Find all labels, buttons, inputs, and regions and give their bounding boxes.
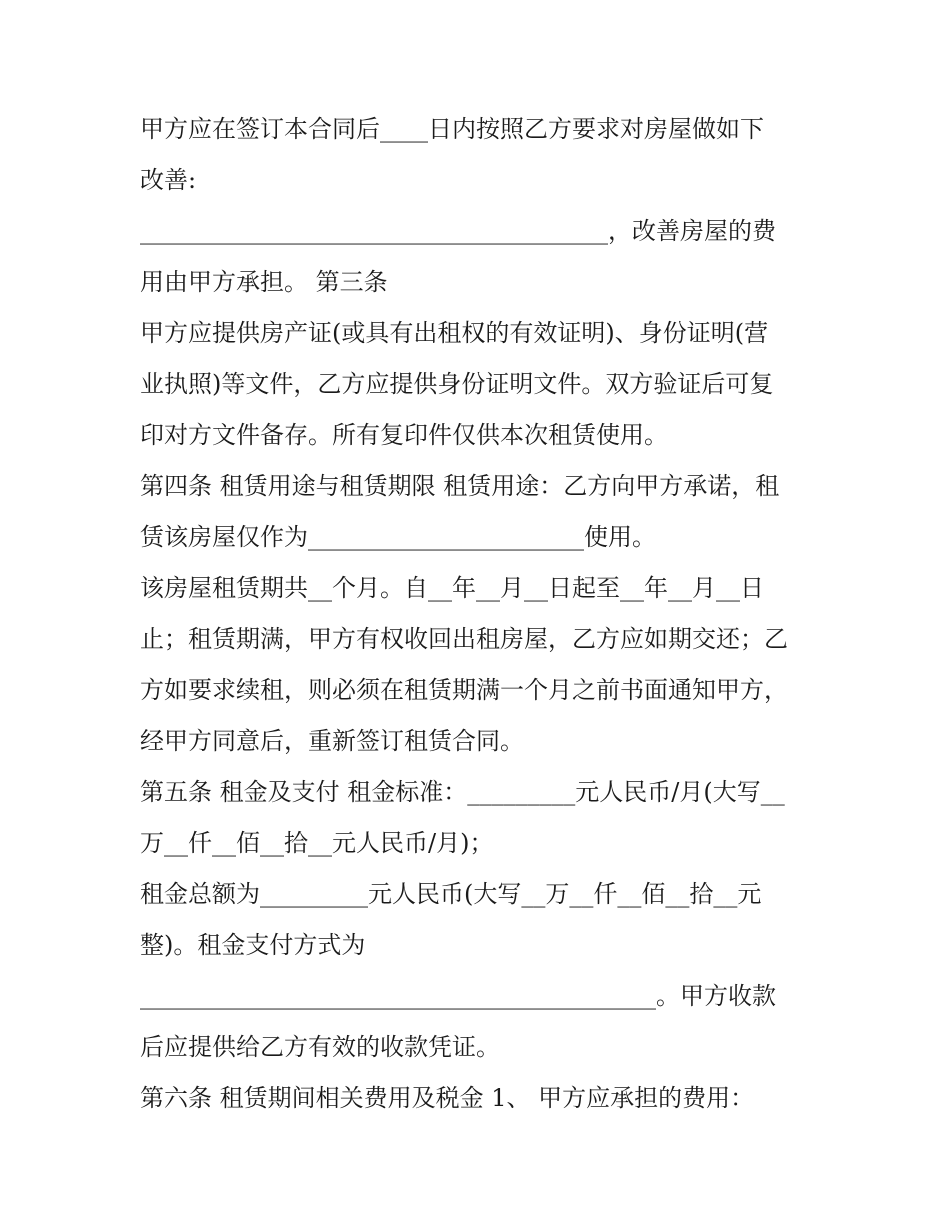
text-line: 整)。租金支付方式为 <box>140 931 366 959</box>
text-line: 租金总额为_________元人民币(大写__万__仟__佰__拾__元 <box>140 880 762 908</box>
text-line: 第六条 租赁期间相关费用及税金 1、 甲方应承担的费用： <box>140 1084 755 1112</box>
text-line: 印对方文件备存。所有复印件仅供本次租赁使用。 <box>140 421 668 449</box>
text-line: 第四条 租赁用途与租赁期限 租赁用途：乙方向甲方承诺，租 <box>140 472 780 500</box>
text-line: 用由甲方承担。 第三条 <box>140 268 388 296</box>
text-line: 改善: <box>140 166 197 194</box>
text-line: 方如要求续租，则必须在租赁期满一个月之前书面通知甲方， <box>140 676 788 704</box>
text-line: 止；租赁期满，甲方有权收回出租房屋，乙方应如期交还；乙 <box>140 625 788 653</box>
text-line: 万__仟__佰__拾__元人民币/月)； <box>140 829 494 857</box>
text-line: 经甲方同意后，重新签订租赁合同。 <box>140 727 524 755</box>
text-line: 第五条 租金及支付 租金标准：_________元人民币/月(大写__ <box>140 778 785 806</box>
text-line: 甲方应在签订本合同后____日内按照乙方要求对房屋做如下 <box>140 115 764 143</box>
text-line: 后应提供给乙方有效的收款凭证。 <box>140 1033 500 1061</box>
text-line: 业执照)等文件，乙方应提供身份证明文件。双方验证后可复 <box>140 370 774 398</box>
text-line: 该房屋租赁期共__个月。自__年__月__日起至__年__月__日 <box>140 574 764 602</box>
text-line: 甲方应提供房产证(或具有出租权的有效证明)、身份证明(营 <box>140 319 769 347</box>
text-line: ___________________________________________。甲方收款 <box>140 982 776 1010</box>
text-line: 赁该房屋仅作为_______________________使用。 <box>140 523 656 551</box>
text-line: _______________________________________，改善房屋的费 <box>140 217 776 245</box>
